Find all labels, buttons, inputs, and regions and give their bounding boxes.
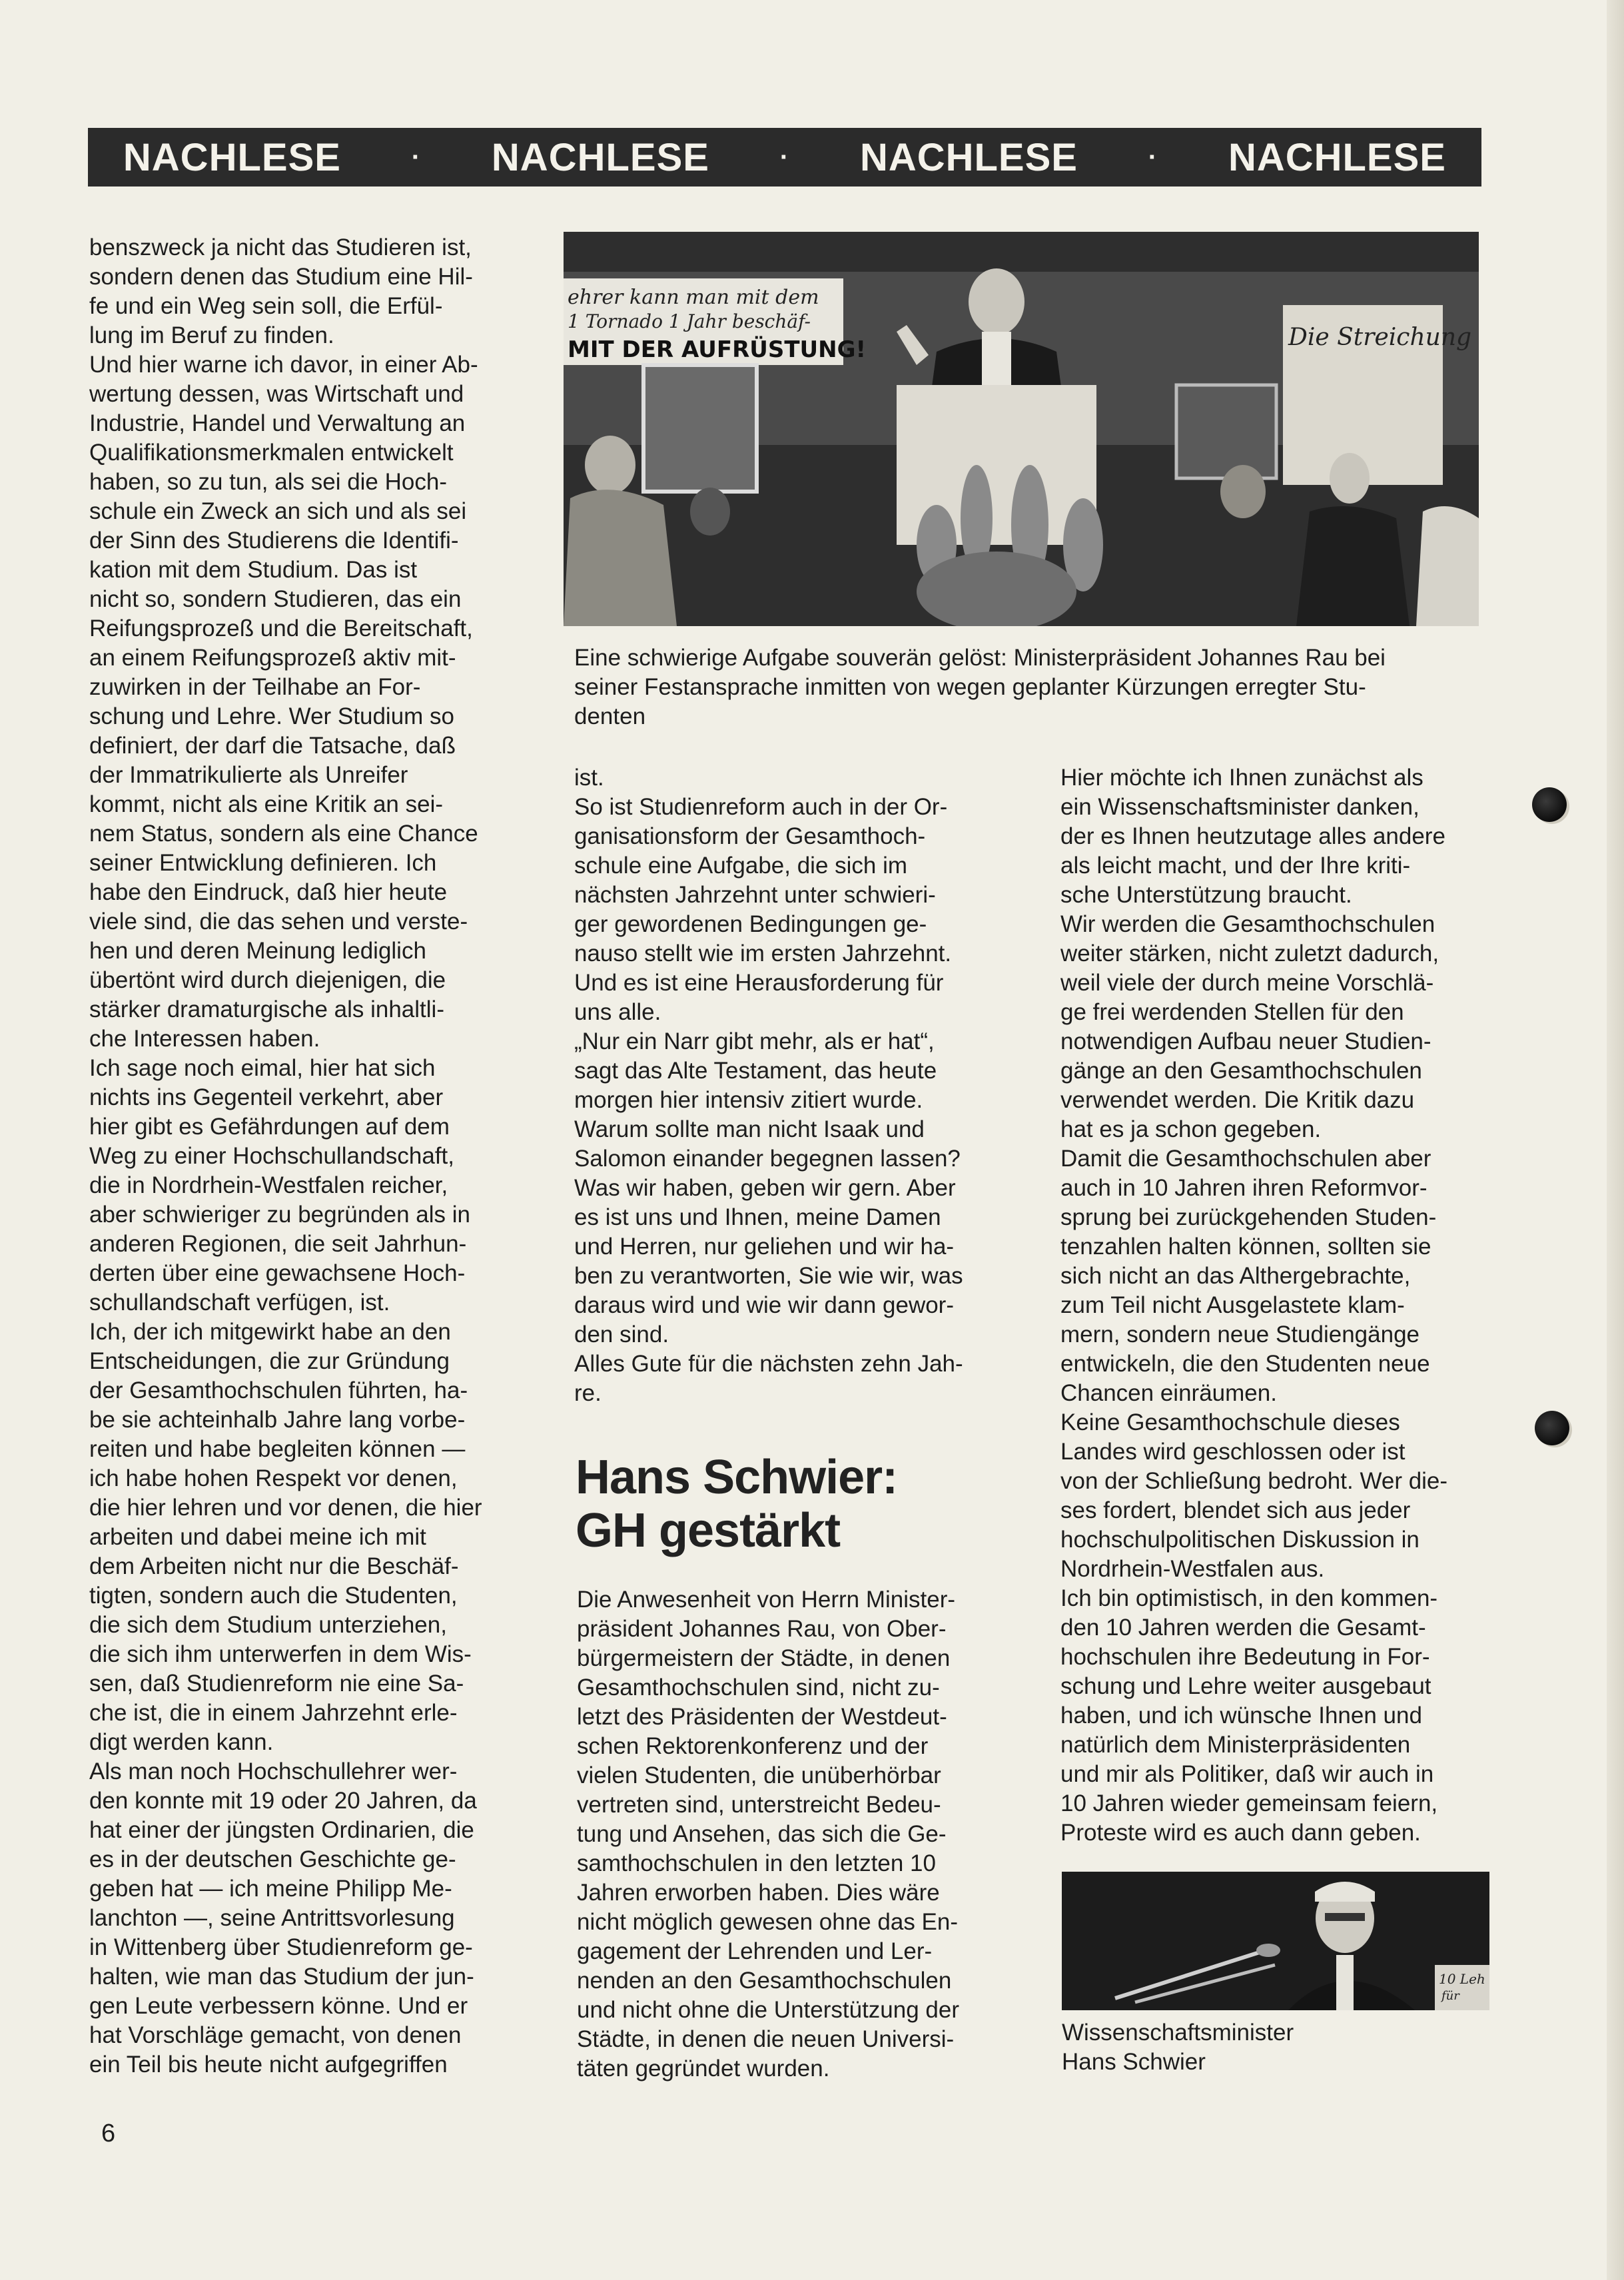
protest-banner-left-line3: MIT DER AUFRÜSTUNG! — [568, 336, 867, 363]
protest-banner-left-line1: ehrer kann man mit dem — [568, 286, 819, 309]
banner-word: NACHLESE — [123, 135, 341, 179]
banner-word: NACHLESE — [491, 135, 709, 179]
photo2-banner-text: 10 Leh — [1439, 1971, 1485, 1987]
banner-separator: · — [779, 142, 790, 172]
protest-banner-right: Die Streichung — [1288, 324, 1472, 351]
photo-caption-schwier: Wissenschaftsminister Hans Schwier — [1062, 2020, 1294, 2075]
protest-banner-left-line2: 1 Tornado 1 Jahr beschäf- — [568, 310, 811, 332]
banner-separator: · — [411, 142, 422, 172]
article-column-middle: ist. So ist Studienreform auch in der Or- ganisationsform der Gesamthoch- schule eine Aufgabe, die sich im nächsten Jahrzehnt unter schwieri- ger gewordenen Bedingungen ge- nauso stellt wie im ersten Jahrzehnt. Und es ist eine Herausforderung für uns alle. „Nur ein Narr gibt mehr, als er hat“, sagt das Alte Testament, das heute morgen hier intensiv zitiert wurde. Warum sollte man nicht Isaak und Salomon einander begegnen lassen? Was wir haben, geben wir gern. Aber es ist uns und Ihnen, meine Damen und Herren, nur geliehen und wir ha- ben zu verantworten, Sie wie wir, was daraus wird und wie wir dann gewor- den sind. Alles Gute für die nächsten zehn Jah- re. — [574, 765, 963, 1406]
nachlese-banner — [88, 128, 1481, 187]
punch-hole — [1532, 787, 1567, 822]
banner-separator: · — [1148, 142, 1158, 172]
photo-rau-illustration — [564, 232, 1479, 626]
page-number: 6 — [101, 2119, 116, 2147]
photo-caption-rau: Eine schwierige Aufgabe souverän gelöst: Ministerpräsident Johannes Rau bei seiner Festansprache inmitten von wegen geplanter Kürzungen erregter Stu- denten — [574, 645, 1386, 729]
banner-word: NACHLESE — [859, 135, 1078, 179]
headline-line1: Hans Schwier: — [576, 1451, 898, 1504]
photo2-banner-text-2: für — [1441, 1989, 1459, 2003]
photo-hans-schwier — [1062, 1872, 1489, 2010]
headline-schwier — [576, 1451, 1002, 1557]
article-column-middle-lower: Die Anwesenheit von Herrn Minister- präsident Johannes Rau, von Ober- bürgermeistern der Städte, in denen Gesamthochschulen sind, nicht zu- letzt des Präsidenten der Westdeut- schen Rektorenkonferenz und der vielen Studenten, die unüberhörbar vertreten sind, unterstreicht Bedeu- tung und Ansehen, das sich die Ge- samthochschulen in den letzten 10 Jahren erworben haben. Dies wäre nicht möglich gewesen ohne das En- gagement der Lehrenden und Ler- nenden an den Gesamthochschulen und nicht ohne die Unterstützung der Städte, in denen die neuen Universi- täten gegründet wurden. — [577, 1587, 959, 2082]
banner-word: NACHLESE — [1228, 135, 1446, 179]
page-edge — [1607, 0, 1624, 2280]
photo-schwier-illustration — [1062, 1872, 1489, 2010]
punch-hole — [1535, 1411, 1569, 1445]
article-column-right: Hier möchte ich Ihnen zunächst als ein Wissenschaftsminister danken, der es Ihnen heutzutage alles andere als leicht macht, und der Ihre kriti- sche Unterstützung braucht. Wir werden die Gesamthochschulen weiter stärken, nicht zuletzt dadurch, weil viele der durch meine Vorschlä- ge frei werdenden Stellen für den notwendigen Aufbau neuer Studien- gänge an den Gesamthochschulen verwendet werden. Die Kritik dazu hat es ja schon gegeben. Damit die Gesamthochschulen aber auch in 10 Jahren ihren Reformvor- sprung bei zurückgehenden Studen- tenzahlen halten können, sollten sie sich nicht an das Althergebrachte, zum Teil nicht Ausgelastete klam- mern, sondern neue Studiengänge entwickeln, die den Studenten neue Chancen einräumen. Keine Gesamthochschule dieses Landes wird geschlossen oder ist von der Schließung bedroht. Wer die- ses fordert, blendet sich aus jeder hochschulpolitischen Diskussion in Nordrhein-Westfalen aus. Ich bin optimistisch, in den kommen- den 10 Jahren werden die Gesamt- hochschulen ihre Bedeutung in For- schung und Lehre weiter ausgebaut haben, und ich wünsche Ihnen und natürlich dem Ministerpräsidenten und mir als Politiker, daß wir auch in 10 Jahren wieder gemeinsam feiern, Proteste wird es auch dann geben. — [1060, 765, 1448, 1846]
photo-rau-festansprache — [564, 232, 1479, 626]
article-column-left: benszweck ja nicht das Studieren ist, sondern denen das Studium eine Hil- fe und ein Weg sein soll, die Erfül- lung im Beruf zu finden. Und hier warne ich davor, in einer Ab- wertung dessen, was Wirtschaft und Industrie, Handel und Verwaltung an Qualifikationsmerkmalen entwickelt haben, so zu tun, als sei die Hoch- schule ein Zweck an sich und als sei der Sinn des Studierens die Identifi- kation mit dem Studium. Das ist nicht so, sondern Studieren, das ein Reifungsprozeß und die Bereitschaft, an einem Reifungsprozeß aktiv mit- zuwirken in der Teilhabe an For- schung und Lehre. Wer Studium so definiert, der darf die Tatsache, daß der Immatrikulierte als Unreifer kommt, nicht als eine Kritik an sei- nem Status, sondern als eine Chance seiner Entwicklung definieren. Ich habe den Eindruck, daß hier heute viele sind, die das sehen und verste- hen und deren Meinung lediglich übertönt wird durch diejenigen, die stärker dramaturgische als inhaltli- che Interessen haben. Ich sage noch eimal, hier hat sich nichts ins Gegenteil verkehrt, aber hier gibt es Gefährdungen auf dem Weg zu einer Hochschullandschaft, die in Nordrhein-Westfalen reicher, aber schwieriger zu begründen als in anderen Regionen, die seit Jahrhun- derten über eine gewachsene Hoch- schullandschaft verfügen, ist. Ich, der ich mitgewirkt habe an den Entscheidungen, die zur Gründung der Gesamthochschulen führten, ha- be sie achteinhalb Jahre lang vorbe- reiten und habe begleiten können — ich habe hohen Respekt vor denen, die hier lehren und vor denen, die hier arbeiten und dabei meine ich mit dem Arbeiten nicht nur die Beschäf- tigten, sondern auch die Studenten, die sich dem Studium unterziehen, die sich ihm unterwerfen in dem Wis- sen, daß Studienreform nie eine Sa- che ist, die in einem Jahrzehnt erle- digt werden kann. Als man noch Hochschullehrer wer- den konnte mit 19 oder 20 Jahren, da hat einer der jüngsten Ordinarien, die es in der deutschen Geschichte ge- geben hat — ich meine Philipp Me- lanchton —, seine Antrittsvorlesung in Wittenberg über Studienreform ge- halten, wie man das Studium der jun- gen Leute verbessern könne. Und er hat Vorschläge gemacht, von denen ein Teil bis heute nicht aufgegriffen — [89, 234, 482, 2078]
headline-line2: GH gestärkt — [576, 1504, 841, 1557]
